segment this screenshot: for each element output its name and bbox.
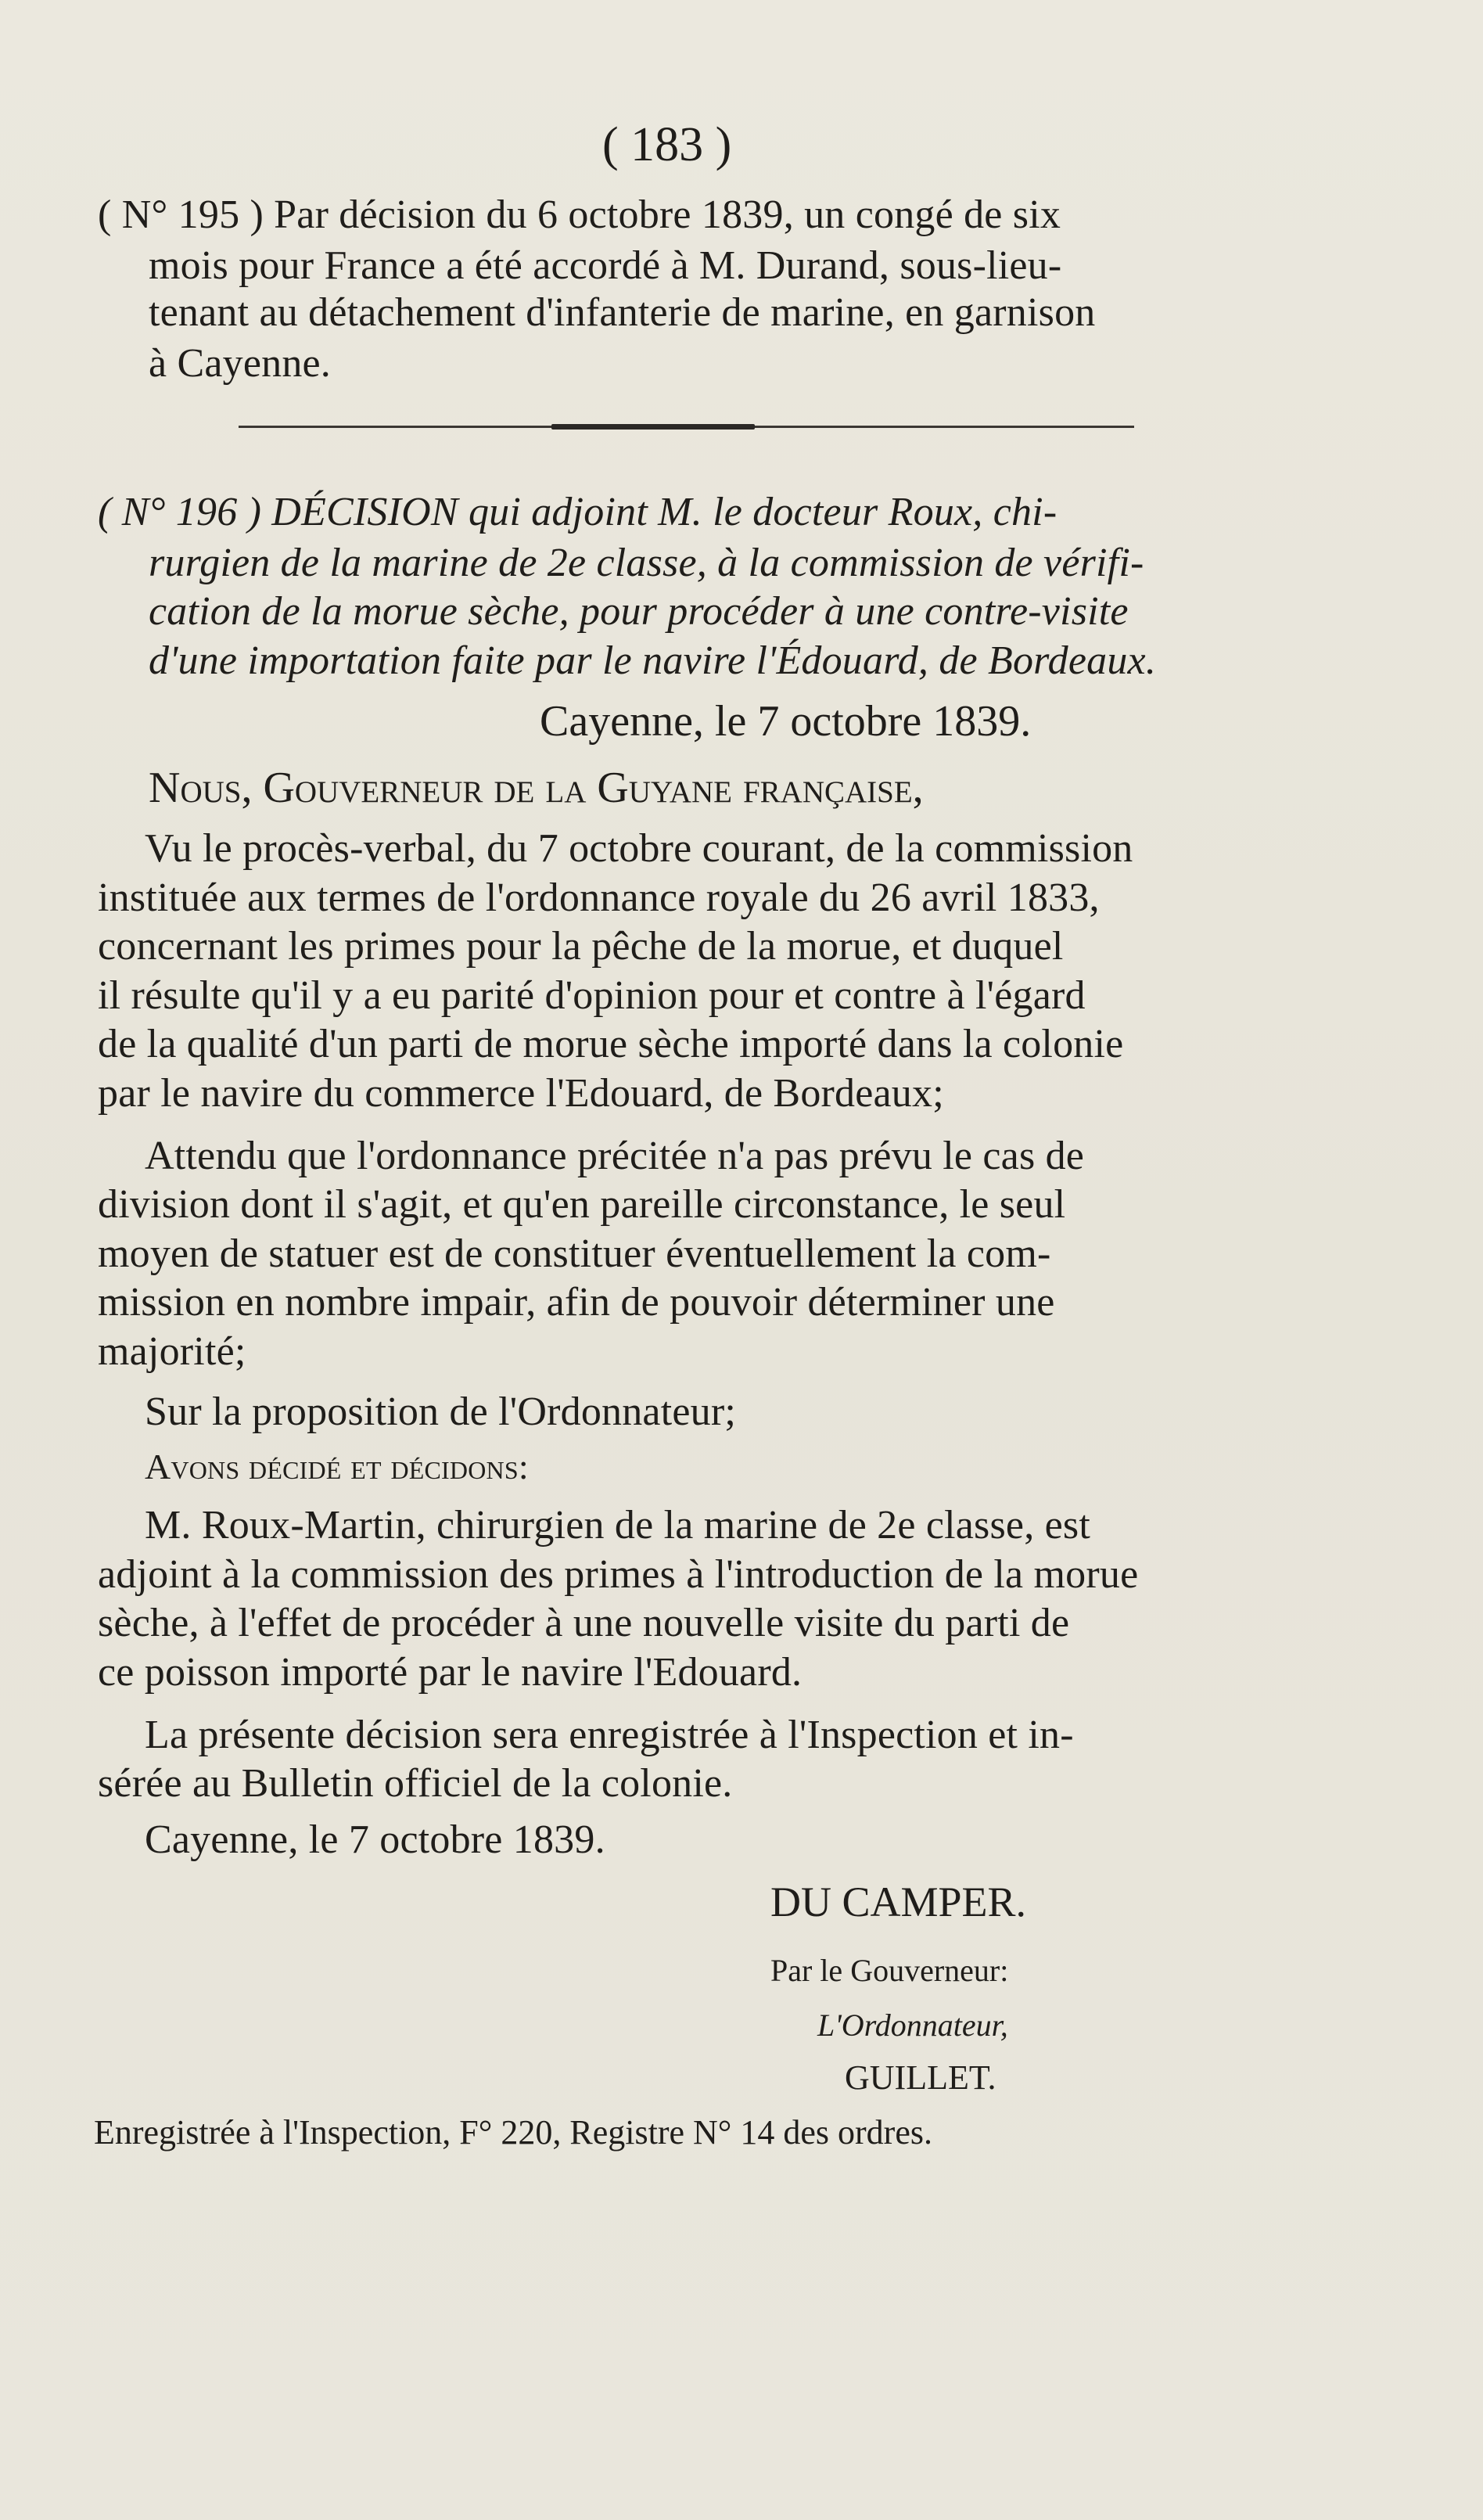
paragraph-line: division dont il s'agit, et qu'en pareille circonstance, le seul (98, 1182, 1066, 1227)
entry-196-title-line: d'une importation faite par le navire l'Édouard, de Bordeaux. (149, 638, 1157, 683)
paragraph-line: concernant les primes pour la pêche de la morue, et duquel (98, 924, 1064, 969)
entry-195-line: à Cayenne. (149, 341, 332, 386)
paragraph-line: sérée au Bulletin officiel de la colonie. (98, 1761, 733, 1806)
entry-196-title-line: ( N° 196 ) DÉCISION qui adjoint M. le docteur Roux, chi- (98, 490, 1057, 534)
paragraph-line: Vu le procès-verbal, du 7 octobre courant, de la commission (145, 826, 1133, 871)
entry-196-title-line: rurgien de la marine de 2e classe, à la commission de vérifi- (149, 541, 1144, 585)
section-divider (239, 426, 1134, 428)
page-number: ( 183 ) (602, 118, 732, 171)
paragraph-line: de la qualité d'un parti de morue sèche importé dans la colonie (98, 1022, 1124, 1066)
ordonnateur-title: L'Ordonnateur, (817, 2008, 1008, 2043)
paragraph-line: Attendu que l'ordonnance précitée n'a pas prévu le cas de (145, 1134, 1085, 1178)
closing-date: Cayenne, le 7 octobre 1839. (145, 1817, 605, 1862)
entry-195-line: mois pour France a été accordé à M. Durand, sous-lieu- (149, 243, 1062, 288)
paragraph-line: La présente décision sera enregistrée à l'Inspection et in- (145, 1713, 1074, 1757)
paragraph-line: instituée aux termes de l'ordonnance royale du 26 avril 1833, (98, 875, 1100, 920)
paragraph-line: M. Roux-Martin, chirurgien de la marine de 2e classe, est (145, 1503, 1090, 1548)
entry-196-title-line: cation de la morue sèche, pour procéder à une contre-visite (149, 589, 1129, 634)
entry-195-line: tenant au détachement d'infanterie de marine, en garnison (149, 290, 1096, 335)
paragraph-line: il résulte qu'il y a eu parité d'opinion pour et contre à l'égard (98, 973, 1086, 1018)
preamble: Nous, Gouverneur de la Guyane française, (149, 764, 924, 812)
paragraph-line: mission en nombre impair, afin de pouvoir déterminer une (98, 1280, 1055, 1325)
paragraph-sur-la-proposition: Sur la proposition de l'Ordonnateur; (145, 1389, 736, 1434)
registration-note: Enregistrée à l'Inspection, F° 220, Registre N° 14 des ordres. (94, 2113, 932, 2152)
paragraph-line: par le navire du commerce l'Edouard, de Bordeaux; (98, 1071, 944, 1116)
entry-195-line: ( N° 195 ) Par décision du 6 octobre 1839, un congé de six (98, 192, 1061, 237)
paragraph-line: ce poisson importé par le navire l'Edouard. (98, 1650, 803, 1695)
par-le-gouverneur: Par le Gouverneur: (770, 1953, 1009, 1988)
paragraph-line: majorité; (98, 1329, 246, 1374)
paragraph-line: adjoint à la commission des primes à l'introduction de la morue (98, 1552, 1139, 1597)
ordonnateur-name: GUILLET. (845, 2058, 996, 2097)
paragraph-line: sèche, à l'effet de procéder à une nouvelle visite du parti de (98, 1601, 1070, 1645)
paragraph-avons-decide: Avons décidé et décidons: (145, 1447, 529, 1486)
place-date: Cayenne, le 7 octobre 1839. (540, 697, 1032, 746)
paragraph-line: moyen de statuer est de constituer éventuellement la com- (98, 1231, 1051, 1276)
signatory: DU CAMPER. (770, 1878, 1027, 1925)
